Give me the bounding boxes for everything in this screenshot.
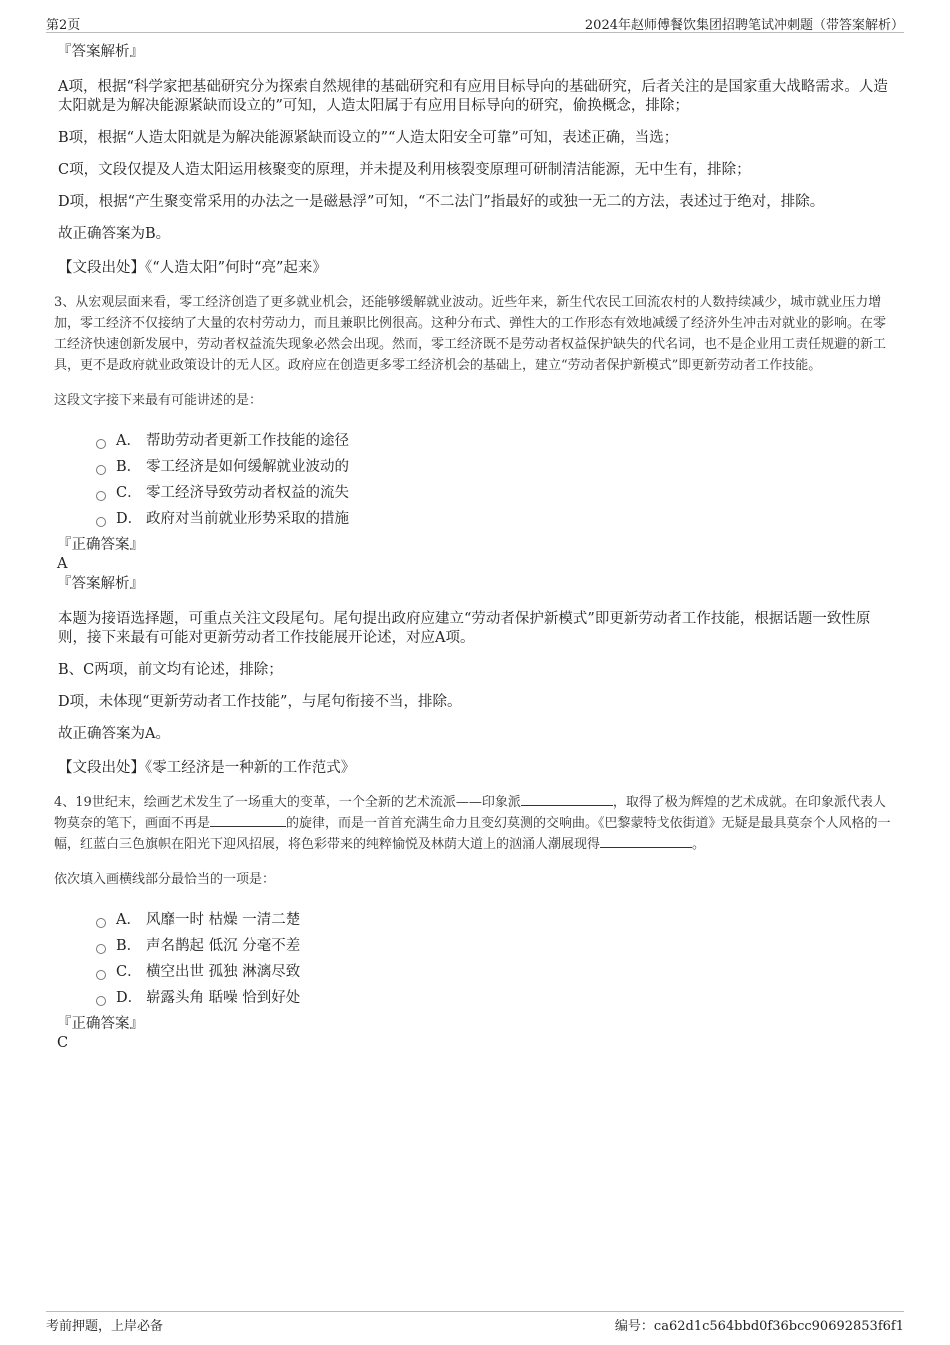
q4-option-d[interactable]: [96, 985, 892, 1011]
q3-conclusion: 故正确答案为A。: [58, 726, 170, 742]
radio-icon[interactable]: [96, 465, 106, 475]
radio-icon[interactable]: [96, 944, 106, 954]
q4-options: [96, 907, 892, 1011]
q3-prompt: 这段文字接下来最有可能讲述的是：: [54, 393, 263, 408]
option-letter: D．: [116, 990, 143, 1006]
footer-slogan: 考前押题，上岸必备: [46, 1319, 164, 1334]
q3-analysis-line-b: B、C两项，前文均有论述，排除；: [58, 662, 283, 678]
radio-icon[interactable]: [96, 918, 106, 928]
q3-answer: A: [57, 556, 68, 572]
q3-source: 【文段出处】《零工经济是一种新的工作范式》: [58, 760, 356, 776]
q3-question-text: 3、从宏观层面来看，零工经济创造了更多就业机会，还能够缓解就业波动。近些年来，新生代农民工回流农村的人数持续减少，城市就业压力增加，零工经济不仅接纳了大量的农村劳动力，而且兼职比例很高。这种分布式、弹性大的工作形态有效地减缓了经济外生冲击对就业的影响。在零工经济快速创新发展中，劳动者权益流失现象必然会出现。然而，零工经济既不是劳动者权益保护缺失的代名词，也不是企业用工责任规避的新工具，更不是政府就业政策设计的无人区。政府应在创造更多零工经济机会的基础上，建立“劳动者保护新模式”即更新劳动者工作技能。: [54, 295, 887, 373]
page-footer: [46, 1311, 904, 1334]
q2-analysis-line-d: D项，根据“产生聚变常采用的办法之一是磁悬浮”可知，“不二法门”指最好的或独一无二的方法，表述过于绝对，排除。: [58, 194, 825, 210]
q3-analysis-line-a: 本题为接语选择题，可重点关注文段尾句。尾句提出政府应建立“劳动者保护新模式”即更新劳动者工作技能，根据话题一致性原则，接下来最有可能对更新劳动者工作技能展开论述，对应A项。: [58, 611, 871, 646]
option-letter: C．: [116, 485, 142, 501]
radio-icon[interactable]: [96, 439, 106, 449]
q2-source: 【文段出处】《“人造太阳”何时“亮”起来》: [58, 260, 327, 276]
option-text: 帮助劳动者更新工作技能的途径: [146, 433, 349, 449]
q4-answer-label: 『正确答案』: [57, 1016, 144, 1032]
q3-option-a[interactable]: [96, 428, 892, 454]
page-header: [46, 12, 904, 33]
radio-icon[interactable]: [96, 996, 106, 1006]
q3-option-d[interactable]: [96, 506, 892, 532]
q3-option-c[interactable]: [96, 480, 892, 506]
option-letter: A．: [116, 912, 141, 928]
q2-analysis-line-b: B项，根据“人造太阳就是为解决能源紧缺而设立的”“人造太阳安全可靠”可知，表述正确，当选；: [58, 130, 679, 146]
fill-blank-3: [600, 835, 692, 848]
q4-text-part-3: 的旋律，而是一首首充满生命力且变幻莫测的交响曲。《巴黎蒙特戈依街道》无疑是最具莫奈个人风格的一幅，红蓝白三色旗帜在阳光下迎风招展，将色彩带来的纯粹愉悦及林荫大道上的汹涌人潮展现得: [54, 816, 891, 852]
q4-text-part-2: ，取得了极为辉煌的艺术成就。在印象派代表人物莫奈的笔下，画面不再是: [54, 795, 886, 831]
q3-answer-label: 『正确答案』: [57, 537, 144, 553]
q3-options: [96, 428, 892, 532]
q2-conclusion: 故正确答案为B。: [58, 226, 171, 242]
radio-icon[interactable]: [96, 970, 106, 980]
option-letter: B．: [116, 938, 142, 954]
radio-icon[interactable]: [96, 491, 106, 501]
option-text: 横空出世 孤独 淋漓尽致: [146, 964, 301, 980]
q3-analysis-line-c: D项，未体现“更新劳动者工作技能”，与尾句衔接不当，排除。: [58, 694, 462, 710]
page-number: 第2页: [46, 18, 81, 33]
q3-analysis-label: 『答案解析』: [57, 576, 144, 592]
q4-answer: C: [57, 1035, 69, 1051]
q2-analysis-line-a: A项，根据“科学家把基础研究分为探索自然规律的基础研究和有应用目标导向的基础研究，后者关注的是国家重大战略需求。人造太阳就是为解决能源紧缺而设立的”可知，人造太阳属于有应用目标导向的研究，偷换概念，排除；: [58, 79, 888, 114]
q4-option-c[interactable]: [96, 959, 892, 985]
document-title: 2024年赵师傅餐饮集团招聘笔试冲刺题（带答案解析）: [584, 18, 904, 33]
option-letter: A．: [116, 433, 141, 449]
radio-icon[interactable]: [96, 517, 106, 527]
q4-option-b[interactable]: [96, 933, 892, 959]
page-content: [56, 42, 892, 1052]
q2-analysis-label: 『答案解析』: [57, 44, 144, 60]
option-text: 风靡一时 枯燥 一清二楚: [146, 912, 301, 928]
option-text: 崭露头角 聒噪 恰到好处: [146, 990, 301, 1006]
q4-text-part-1: 4、19世纪末，绘画艺术发生了一场重大的变革，一个全新的艺术流派——印象派: [54, 795, 521, 810]
option-text: 零工经济是如何缓解就业波动的: [146, 459, 349, 475]
option-text: 零工经济导致劳动者权益的流失: [146, 485, 349, 501]
option-letter: B．: [116, 459, 142, 475]
option-text: 声名鹊起 低沉 分毫不差: [146, 938, 301, 954]
fill-blank-2: [210, 814, 286, 827]
option-text: 政府对当前就业形势采取的措施: [146, 511, 349, 527]
q4-option-a[interactable]: [96, 907, 892, 933]
q3-option-b[interactable]: [96, 454, 892, 480]
document-code: 编号：ca62d1c564bbd0f36bcc90692853f6f1: [614, 1319, 904, 1334]
q4-text-part-4: 。: [692, 837, 706, 852]
option-letter: D．: [116, 511, 143, 527]
q4-question-text: [54, 792, 892, 855]
fill-blank-1: [521, 793, 613, 806]
q2-analysis-line-c: C项，文段仅提及人造太阳运用核聚变的原理，并未提及利用核裂变原理可研制清洁能源，无中生有，排除；: [58, 162, 751, 178]
option-letter: C．: [116, 964, 142, 980]
q4-prompt: 依次填入画横线部分最恰当的一项是：: [54, 872, 276, 887]
